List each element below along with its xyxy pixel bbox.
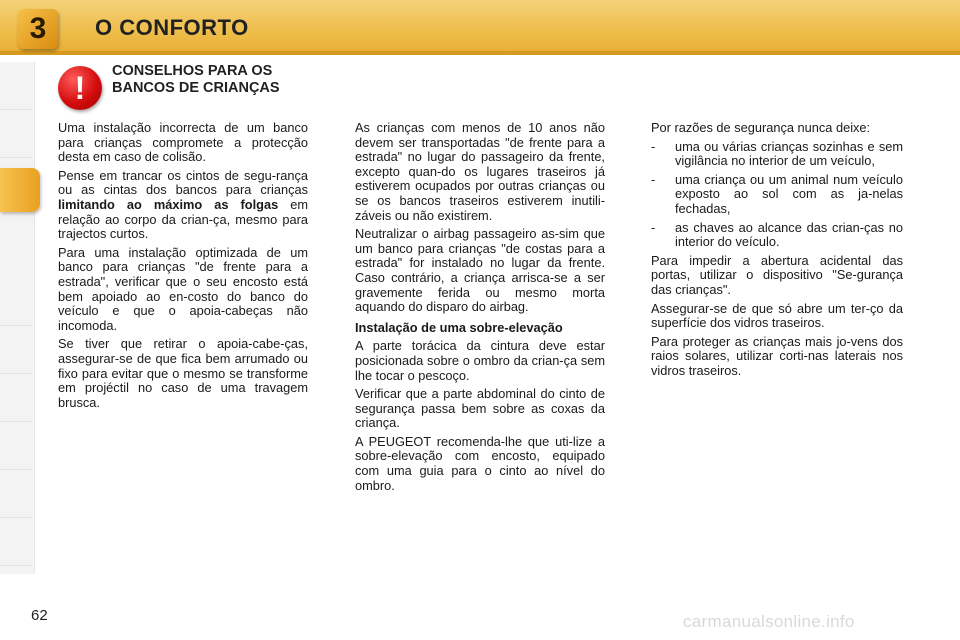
text-column-1 (58, 121, 308, 414)
text-column-2 (355, 121, 605, 497)
paragraph: Para uma instalação optimizada de um banco para crianças "de frente para a estrada", verificar que o seu encosto está bem apoiado ao en-costo do banco do veículo e que o apoia-cabeças não incomoda. (58, 244, 308, 333)
chapter-tab[interactable] (0, 326, 32, 374)
paragraph: A parte torácica da cintura deve estar posicionada sobre o ombro da crian-ça sem lhe tocar o pescoço. (355, 338, 605, 383)
watermark: carmanualsonline.info (683, 612, 855, 631)
chapter-tab[interactable] (0, 518, 32, 566)
list-dash: - (651, 138, 656, 154)
paragraph: Uma instalação incorrecta de um banco para crianças compromete a protecção desta em caso de colisão. (58, 120, 308, 165)
list-item (651, 221, 903, 250)
list-item-text: as chaves ao alcance das crian-ças no interior do veículo. (675, 219, 903, 250)
paragraph: Para impedir a abertura acidental das portas, utilizar o dispositivo "Se-gurança das crianças". (651, 252, 903, 297)
list-item (651, 140, 903, 169)
text-span: em relação ao corpo da crian-ça, mesmo para trajectos curtos. (58, 196, 308, 242)
subheading: Instalação de uma sobre-elevação (355, 319, 563, 335)
list-item (651, 173, 903, 217)
bold-text: limitando ao máximo as folgas (58, 196, 279, 212)
page-number: 62 (31, 607, 48, 624)
list-dash: - (651, 171, 656, 187)
chapter-number: 3 (29, 12, 47, 45)
paragraph: Por razões de segurança nunca deixe: (651, 120, 871, 135)
paragraph (58, 169, 308, 242)
list-dash: - (651, 219, 656, 235)
chapter-tabs (0, 62, 35, 574)
list-item-text: uma ou várias crianças sozinhas e sem vigilância no interior de um veículo, (675, 138, 903, 169)
list-item-text: uma criança ou um animal num veículo exposto ao sol com as ja-nelas fechadas, (675, 171, 903, 216)
paragraph: Verificar que a parte abdominal do cinto de segurança passa bem sobre as coxas da criança. (355, 386, 605, 431)
section-title: CONSELHOS PARA OS BANCOS DE CRIANÇAS (112, 63, 280, 96)
exclamation-warning-icon: ! (58, 66, 102, 110)
chapter-tab[interactable] (0, 62, 32, 110)
paragraph: As crianças com menos de 10 anos não devem ser transportadas "de frente para a estrada" no lugar do passageiro da frente, excepto quan-do os lugares traseiros já estiverem ocupados por outras crianças ou se os bancos traseiros estiverem inutili-záveis ou não existirem. (355, 120, 605, 223)
chapter-number-badge (18, 9, 58, 49)
paragraph: Para proteger as crianças mais jo-vens dos raios solares, utilizar corti-nas laterais nos vidros traseiros. (651, 333, 903, 378)
chapter-tab[interactable] (0, 374, 32, 422)
page-title: O CONFORTO (95, 15, 249, 40)
chapter-tab[interactable] (0, 470, 32, 518)
text-span: Pense em trancar os cintos de segu-rança ou as cintas dos bancos para crianças (58, 167, 308, 198)
paragraph: Neutralizar o airbag passageiro as-sim que um banco para crianças "de costas para a estrada" for instalado no lugar da frente. Caso contrário, a criança arrisca-se a ser gravemente ferida ou mesmo morta aquando do disparo do airbag. (355, 226, 605, 315)
chapter-tab[interactable] (0, 278, 32, 326)
chapter-tab[interactable] (0, 422, 32, 470)
chapter-tab-active[interactable] (0, 168, 40, 212)
paragraph: Assegurar-se de que só abre um ter-ço da superfície dos vidros traseiros. (651, 300, 903, 331)
paragraph: A PEUGEOT recomenda-lhe que uti-lize a sobre-elevação com encosto, equipado com uma guia para o cinto ao nível do ombro. (355, 433, 605, 493)
paragraph: Se tiver que retirar o apoia-cabe-ças, assegurar-se de que fica bem arrumado ou fixo para evitar que o mesmo se transforme em projéctil no caso de uma travagem brusca. (58, 336, 308, 410)
text-column-3 (651, 121, 903, 383)
chapter-tab[interactable] (0, 110, 32, 158)
